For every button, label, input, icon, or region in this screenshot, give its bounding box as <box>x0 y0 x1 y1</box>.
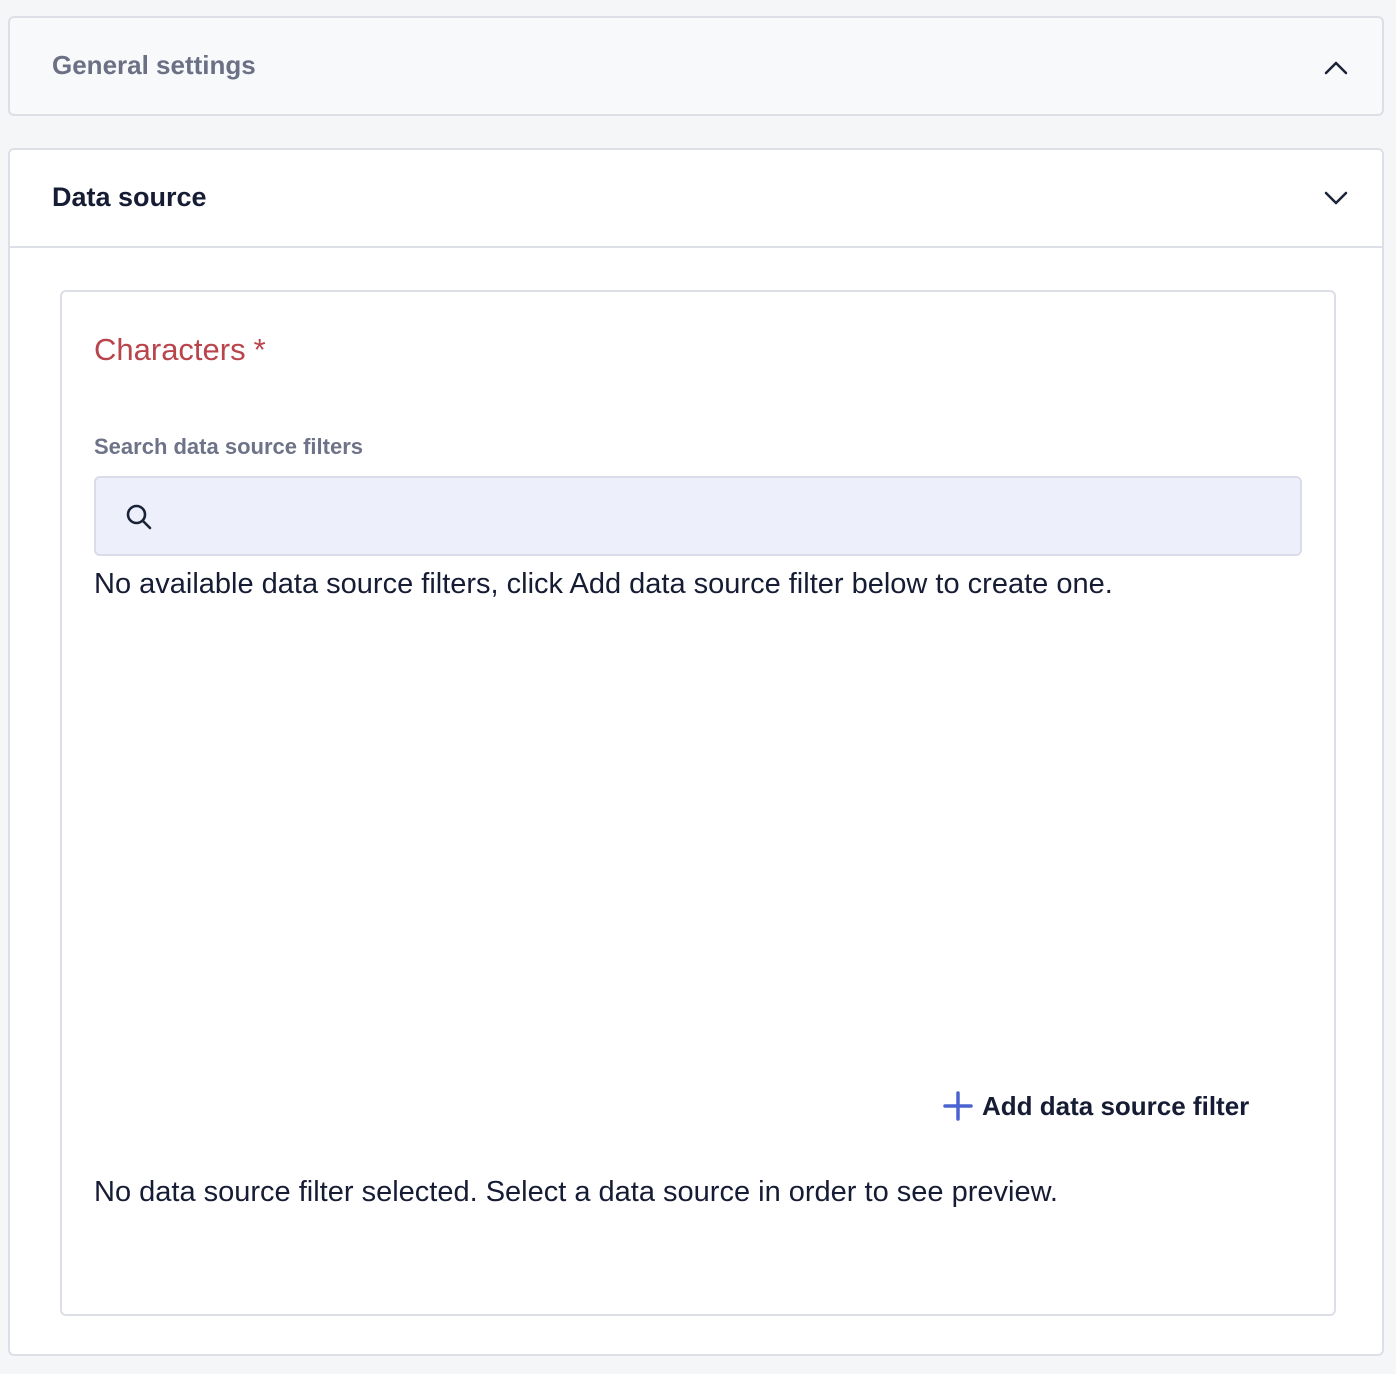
field-title-text: Characters <box>94 332 246 367</box>
field-title <box>94 332 266 368</box>
characters-field-card <box>60 290 1336 1316</box>
required-marker: * <box>253 332 266 367</box>
preview-message: No data source filter selected. Select a data source in order to see preview. <box>94 1176 1058 1208</box>
search-icon <box>124 502 154 532</box>
search-input[interactable] <box>172 478 1292 554</box>
chevron-down-icon[interactable] <box>1318 180 1354 216</box>
general-settings-title: General settings <box>52 50 256 80</box>
plus-icon <box>942 1090 974 1122</box>
chevron-up-icon[interactable] <box>1318 50 1354 86</box>
search-box[interactable] <box>94 476 1302 556</box>
empty-filters-message: No available data source filters, click Add data source filter below to create one. <box>94 568 1113 600</box>
data-source-title: Data source <box>52 182 207 212</box>
data-source-panel <box>8 148 1384 1356</box>
search-label: Search data source filters <box>94 434 364 459</box>
add-data-source-filter-button[interactable] <box>942 1084 1249 1128</box>
general-settings-panel[interactable] <box>8 16 1384 116</box>
data-source-header[interactable] <box>10 150 1382 248</box>
add-button-label: Add data source filter <box>982 1090 1250 1121</box>
